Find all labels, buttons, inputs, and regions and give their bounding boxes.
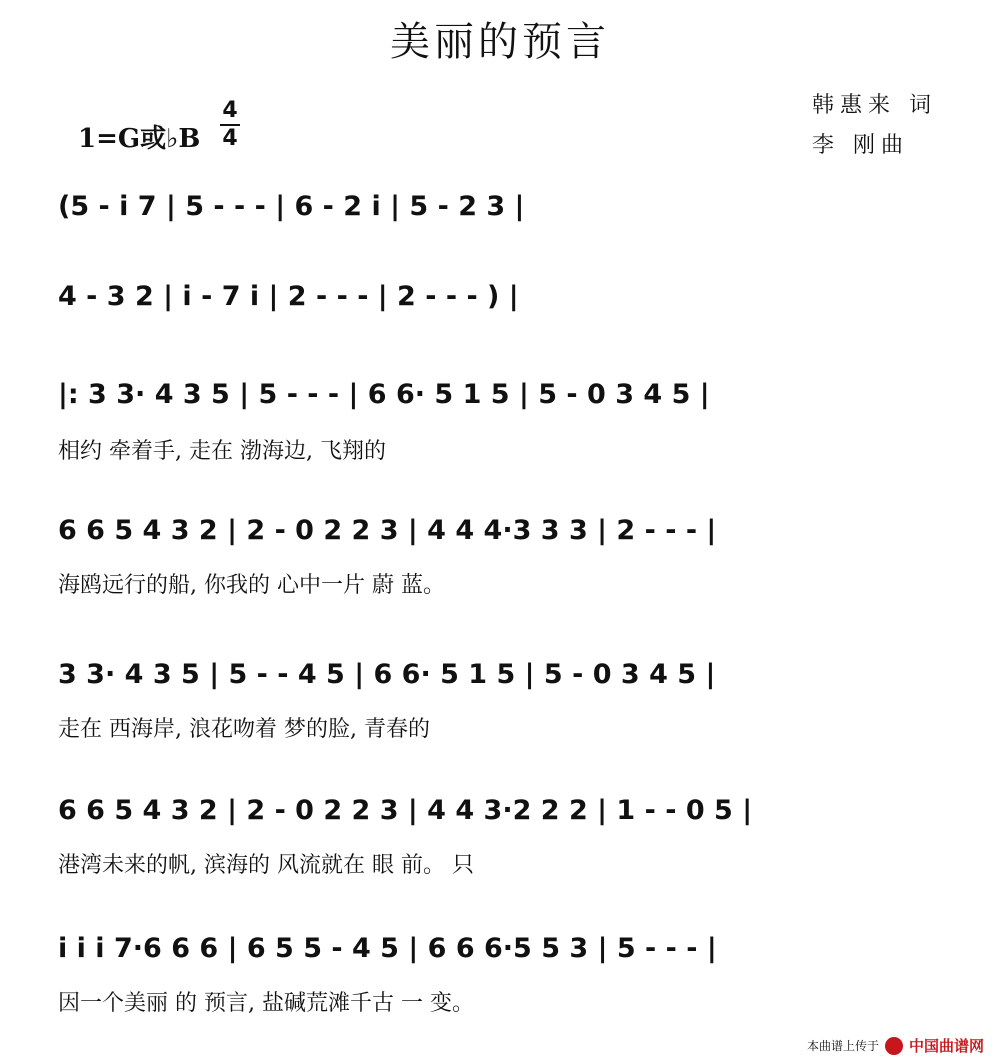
site-name: 中国曲谱网 [908, 1037, 984, 1055]
time-signature [218, 98, 242, 152]
lyric-line-5: 因一个美丽 的 预言, 盐碱荒滩千古 一 变。 [58, 991, 474, 1016]
composer-credit: 李 刚曲 [812, 133, 909, 158]
lyricist-credit: 韩惠来 词 [812, 93, 937, 118]
notation-line-3: |: 3 3· 4 3 5 | 5 - - - | 6 6· 5 1 5 | 5 - 0 3 4 5 | [58, 378, 710, 410]
song-title: 美丽的预言 [390, 19, 610, 65]
notation-line-4: 6 6 5 4 3 2 | 2 - 0 2 2 3 | 4 4 4·3 3 3 | 2 - - - | [58, 514, 717, 546]
footer-uploader-text: 本曲谱上传于 [806, 1039, 879, 1053]
notation-line-5: 3 3· 4 3 5 | 5 - - 4 5 | 6 6· 5 1 5 | 5 - 0 3 4 5 | [58, 658, 716, 690]
site-logo-icon [885, 1037, 903, 1055]
lyric-line-1: 相约 牵着手, 走在 渤海边, 飞翔的 [58, 439, 386, 464]
lyric-line-3: 走在 西海岸, 浪花吻着 梦的脸, 青春的 [58, 717, 430, 742]
time-signature-top: 4 [222, 98, 238, 123]
notation-line-1: (5 - i 7 | 5 - - - | 6 - 2 i | 5 - 2 3 | [58, 190, 525, 222]
lyric-line-2: 海鸥远行的船, 你我的 心中一片 蔚 蓝。 [58, 573, 445, 598]
time-signature-bottom: 4 [222, 126, 238, 151]
footer-watermark [807, 1035, 984, 1056]
notation-line-2: 4 - 3 2 | i - 7 i | 2 - - - | 2 - - - ) | [58, 280, 519, 312]
notation-line-6: 6 6 5 4 3 2 | 2 - 0 2 2 3 | 4 4 3·2 2 2 | 1 - - 0 5 | [58, 794, 753, 826]
lyric-line-4: 港湾未来的帆, 滨海的 风流就在 眼 前。 只 [58, 853, 474, 878]
notation-line-7: i i i 7·6 6 6 | 6 5 5 - 4 5 | 6 6 6·5 5 3 | 5 - - - | [58, 932, 717, 964]
key-signature: 1=G或♭B [78, 124, 201, 154]
